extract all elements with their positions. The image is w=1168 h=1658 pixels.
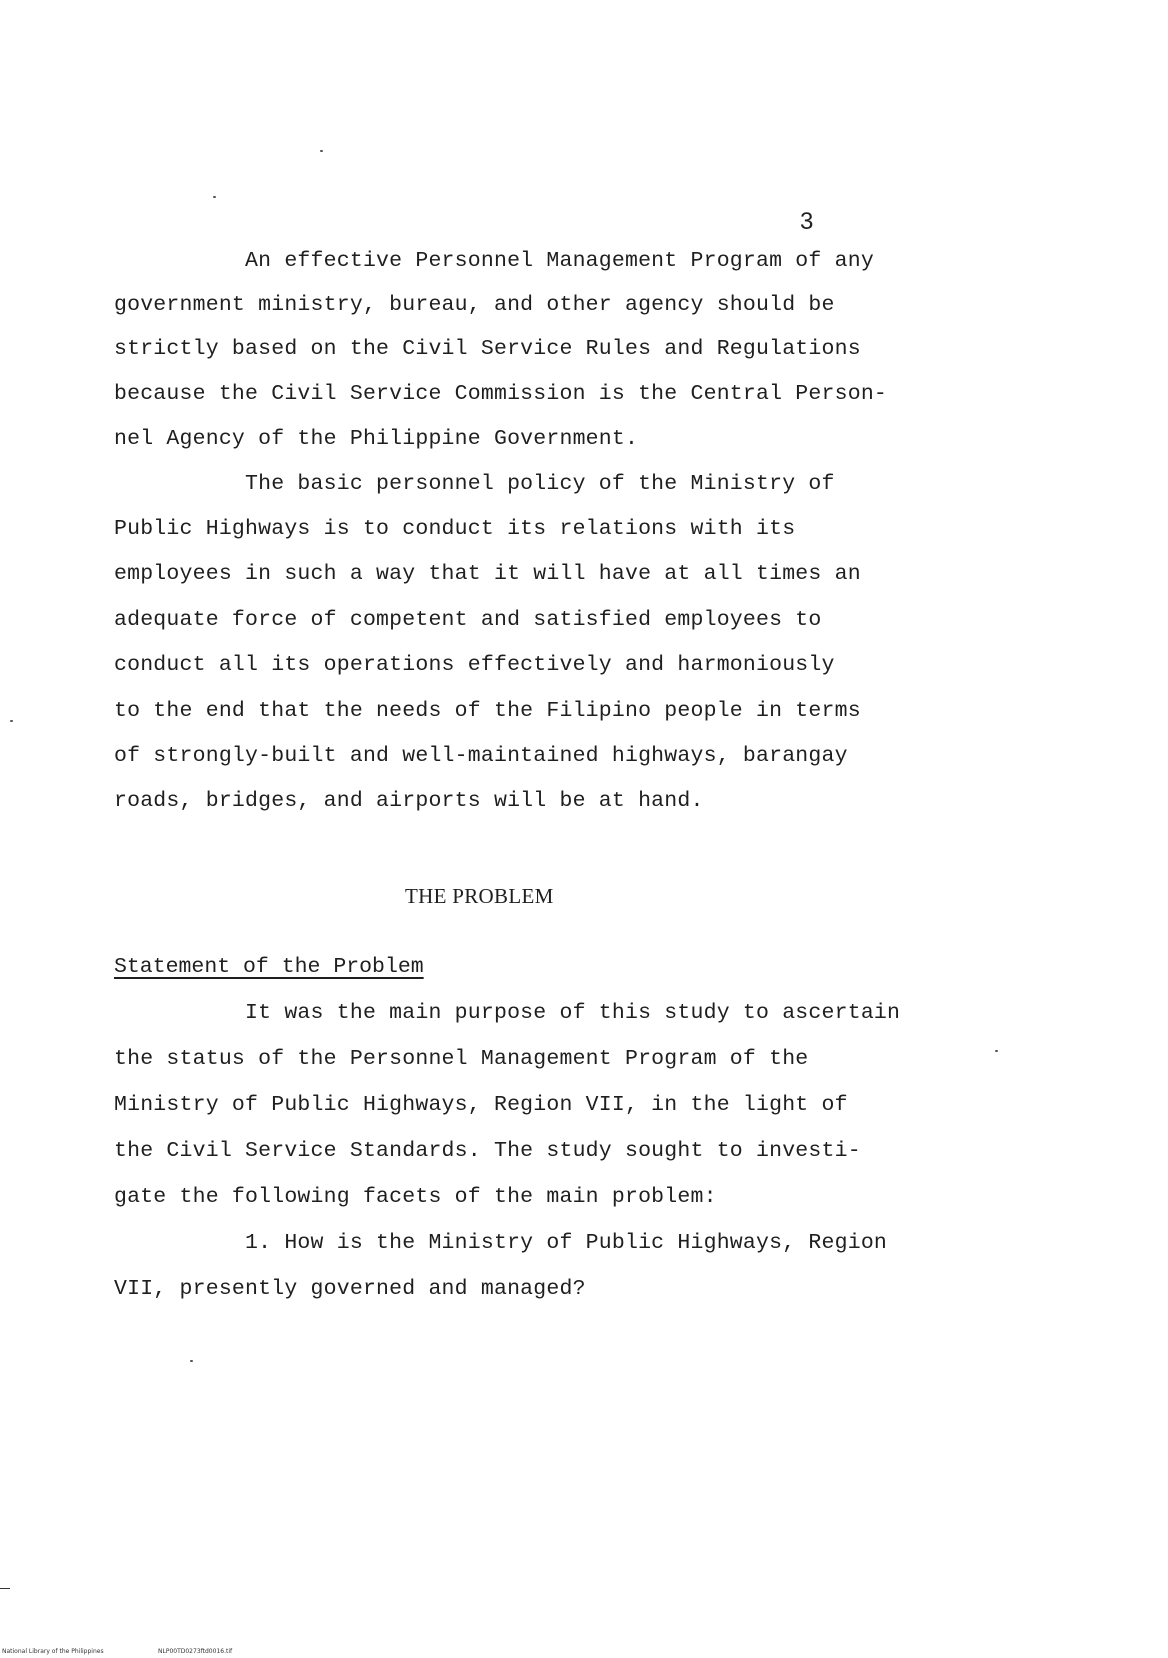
text-line: to the end that the needs of the Filipino people in terms <box>114 699 861 723</box>
scan-speck <box>213 196 216 198</box>
section-heading: THE PROBLEM <box>405 884 554 908</box>
text-line: government ministry, bureau, and other agency should be <box>114 293 835 317</box>
text-line: gate the following facets of the main problem: <box>114 1185 717 1209</box>
text-line: the Civil Service Standards. The study sought to investi- <box>114 1139 861 1163</box>
subsection-heading: Statement of the Problem <box>114 955 424 979</box>
text-line: strictly based on the Civil Service Rules and Regulations <box>114 337 861 361</box>
text-line: The basic personnel policy of the Ministry of <box>114 472 835 496</box>
text-line: Public Highways is to conduct its relations with its <box>114 517 796 541</box>
text-line: An effective Personnel Management Program of any <box>114 249 874 273</box>
text-line: the status of the Personnel Management Program of the <box>114 1047 809 1071</box>
text-line: because the Civil Service Commission is the Central Person- <box>114 382 888 406</box>
scan-speck <box>190 1360 193 1362</box>
text-line: It was the main purpose of this study to ascertain <box>114 1001 901 1025</box>
text-line: conduct all its operations effectively and harmoniously <box>114 653 835 677</box>
text-line: Ministry of Public Highways, Region VII, in the light of <box>114 1093 848 1117</box>
text-line: of strongly-built and well-maintained highways, barangay <box>114 744 848 768</box>
scan-speck <box>10 720 13 722</box>
text-line: roads, bridges, and airports will be at hand. <box>114 789 704 813</box>
page-number: 3 <box>800 208 814 235</box>
text-line: nel Agency of the Philippine Government. <box>114 427 639 451</box>
scan-speck <box>320 150 323 152</box>
footer-filename: NLP00TD0273ftd0016.tif <box>158 1648 233 1655</box>
text-line: 1. How is the Ministry of Public Highways, Region <box>114 1231 888 1255</box>
scan-edge-mark <box>0 1588 10 1589</box>
footer-library: National Library of the Philippines <box>2 1648 104 1655</box>
text-line: employees in such a way that it will have at all times an <box>114 562 861 586</box>
text-line: VII, presently governed and managed? <box>114 1277 586 1301</box>
text-line: adequate force of competent and satisfied employees to <box>114 608 822 632</box>
scan-speck <box>995 1050 998 1052</box>
